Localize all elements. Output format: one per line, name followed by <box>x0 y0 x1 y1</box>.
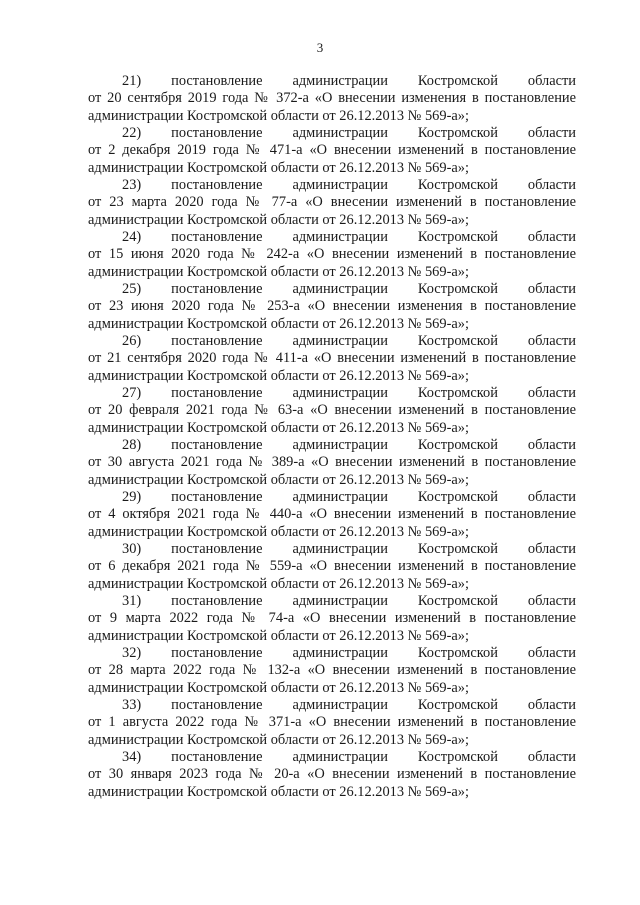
item-word: администрации <box>292 489 388 505</box>
item-second-line: от 1 августа 2022 года № 371-а «О внесении изменений в постановление <box>88 714 576 731</box>
list-item <box>88 177 576 229</box>
item-word: администрации <box>292 645 388 661</box>
item-third-line: администрации Костромской области от 26.12.2013 № 569-а»; <box>88 419 469 436</box>
item-first-line <box>88 645 576 662</box>
item-number: 25) <box>122 281 142 297</box>
item-word: Костромской <box>417 177 498 193</box>
item-first-line <box>88 697 576 714</box>
item-word: постановление <box>171 697 263 713</box>
item-word: администрации <box>292 541 388 557</box>
item-third-line: администрации Костромской области от 26.12.2013 № 569-а»; <box>88 263 469 280</box>
item-number: 29) <box>122 489 142 505</box>
item-word: постановление <box>171 229 263 245</box>
item-word: Костромской <box>417 645 498 661</box>
item-second-line: от 30 января 2023 года № 20-а «О внесении изменений в постановление <box>88 766 576 783</box>
list-item <box>88 541 576 593</box>
item-second-line: от 20 сентября 2019 года № 372-а «О внесении изменения в постановление <box>88 90 576 107</box>
item-word: администрации <box>292 125 388 141</box>
list-item <box>88 333 576 385</box>
item-word: области <box>527 541 576 557</box>
item-word: области <box>527 749 576 765</box>
item-word: Костромской <box>417 125 498 141</box>
item-third-line: администрации Костромской области от 26.12.2013 № 569-а»; <box>88 107 469 124</box>
item-word: постановление <box>171 73 263 89</box>
item-word: постановление <box>171 489 263 505</box>
item-word: области <box>527 229 576 245</box>
item-word: администрации <box>292 385 388 401</box>
item-second-line: от 30 августа 2021 года № 389-а «О внесении изменений в постановление <box>88 454 576 471</box>
item-first-line <box>88 177 576 194</box>
item-word: области <box>527 73 576 89</box>
item-third-line: администрации Костромской области от 26.12.2013 № 569-а»; <box>88 731 469 748</box>
item-word: постановление <box>171 125 263 141</box>
item-number: 32) <box>122 645 142 661</box>
item-first-line <box>88 541 576 558</box>
item-first-line <box>88 73 576 90</box>
item-first-line <box>88 489 576 506</box>
item-word: администрации <box>292 229 388 245</box>
list-item <box>88 489 576 541</box>
item-number: 22) <box>122 125 142 141</box>
item-word: администрации <box>292 593 388 609</box>
item-third-line: администрации Костромской области от 26.12.2013 № 569-а»; <box>88 575 469 592</box>
item-number: 30) <box>122 541 142 557</box>
item-first-line <box>88 333 576 350</box>
item-word: администрации <box>292 437 388 453</box>
item-word: постановление <box>171 593 263 609</box>
item-word: области <box>527 281 576 297</box>
item-word: администрации <box>292 333 388 349</box>
item-third-line: администрации Костромской области от 26.12.2013 № 569-а»; <box>88 627 469 644</box>
item-word: постановление <box>171 177 263 193</box>
item-number: 23) <box>122 177 142 193</box>
item-number: 33) <box>122 697 142 713</box>
item-word: области <box>527 697 576 713</box>
item-word: Костромской <box>417 697 498 713</box>
item-third-line: администрации Костромской области от 26.12.2013 № 569-а»; <box>88 367 469 384</box>
list-item <box>88 697 576 749</box>
item-third-line: администрации Костромской области от 26.12.2013 № 569-а»; <box>88 315 469 332</box>
item-word: постановление <box>171 749 263 765</box>
item-word: области <box>527 125 576 141</box>
item-first-line <box>88 593 576 610</box>
item-word: области <box>527 333 576 349</box>
item-number: 26) <box>122 333 142 349</box>
item-third-line: администрации Костромской области от 26.12.2013 № 569-а»; <box>88 783 469 800</box>
list-item <box>88 125 576 177</box>
item-word: Костромской <box>417 333 498 349</box>
item-word: области <box>527 489 576 505</box>
item-word: области <box>527 645 576 661</box>
item-second-line: от 23 марта 2020 года № 77-а «О внесении изменений в постановление <box>88 194 576 211</box>
item-number: 31) <box>122 593 142 609</box>
item-third-line: администрации Костромской области от 26.12.2013 № 569-а»; <box>88 523 469 540</box>
item-word: области <box>527 177 576 193</box>
item-word: Костромской <box>417 281 498 297</box>
item-word: администрации <box>292 177 388 193</box>
item-first-line <box>88 125 576 142</box>
list-item <box>88 229 576 281</box>
item-word: администрации <box>292 73 388 89</box>
item-word: постановление <box>171 333 263 349</box>
item-word: постановление <box>171 541 263 557</box>
item-word: области <box>527 385 576 401</box>
item-second-line: от 21 сентября 2020 года № 411-а «О внесении изменений в постановление <box>88 350 576 367</box>
item-first-line <box>88 437 576 454</box>
item-word: администрации <box>292 749 388 765</box>
item-word: постановление <box>171 385 263 401</box>
item-word: Костромской <box>417 541 498 557</box>
item-word: Костромской <box>417 489 498 505</box>
item-first-line <box>88 229 576 246</box>
item-first-line <box>88 749 576 766</box>
item-word: постановление <box>171 281 263 297</box>
item-word: области <box>527 593 576 609</box>
item-second-line: от 4 октября 2021 года № 440-а «О внесении изменений в постановление <box>88 506 576 523</box>
item-word: Костромской <box>417 229 498 245</box>
item-word: постановление <box>171 437 263 453</box>
item-first-line <box>88 385 576 402</box>
item-word: администрации <box>292 697 388 713</box>
item-second-line: от 28 марта 2022 года № 132-а «О внесении изменений в постановление <box>88 662 576 679</box>
item-number: 28) <box>122 437 142 453</box>
item-word: Костромской <box>417 593 498 609</box>
item-third-line: администрации Костромской области от 26.12.2013 № 569-а»; <box>88 211 469 228</box>
item-word: администрации <box>292 281 388 297</box>
item-second-line: от 2 декабря 2019 года № 471-а «О внесении изменений в постановление <box>88 142 576 159</box>
item-word: Костромской <box>417 73 498 89</box>
list-item <box>88 749 576 801</box>
item-word: Костромской <box>417 749 498 765</box>
list-item <box>88 385 576 437</box>
item-second-line: от 15 июня 2020 года № 242-а «О внесении изменений в постановление <box>88 246 576 263</box>
item-first-line <box>88 281 576 298</box>
item-second-line: от 9 марта 2022 года № 74-а «О внесении изменений в постановление <box>88 610 576 627</box>
list-item <box>88 593 576 645</box>
item-word: Костромской <box>417 437 498 453</box>
item-word: Костромской <box>417 385 498 401</box>
list-item <box>88 73 576 125</box>
item-second-line: от 6 декабря 2021 года № 559-а «О внесении изменений в постановление <box>88 558 576 575</box>
item-number: 24) <box>122 229 142 245</box>
item-third-line: администрации Костромской области от 26.12.2013 № 569-а»; <box>88 159 469 176</box>
list-item <box>88 281 576 333</box>
resolution-list <box>88 73 576 801</box>
item-second-line: от 23 июня 2020 года № 253-а «О внесении изменения в постановление <box>88 298 576 315</box>
item-number: 34) <box>122 749 142 765</box>
item-third-line: администрации Костромской области от 26.12.2013 № 569-а»; <box>88 679 469 696</box>
item-third-line: администрации Костромской области от 26.12.2013 № 569-а»; <box>88 471 469 488</box>
item-word: области <box>527 437 576 453</box>
item-number: 27) <box>122 385 142 401</box>
list-item <box>88 437 576 489</box>
item-number: 21) <box>122 73 142 89</box>
page-number: 3 <box>316 40 324 55</box>
item-word: постановление <box>171 645 263 661</box>
item-second-line: от 20 февраля 2021 года № 63-а «О внесении изменений в постановление <box>88 402 576 419</box>
list-item <box>88 645 576 697</box>
